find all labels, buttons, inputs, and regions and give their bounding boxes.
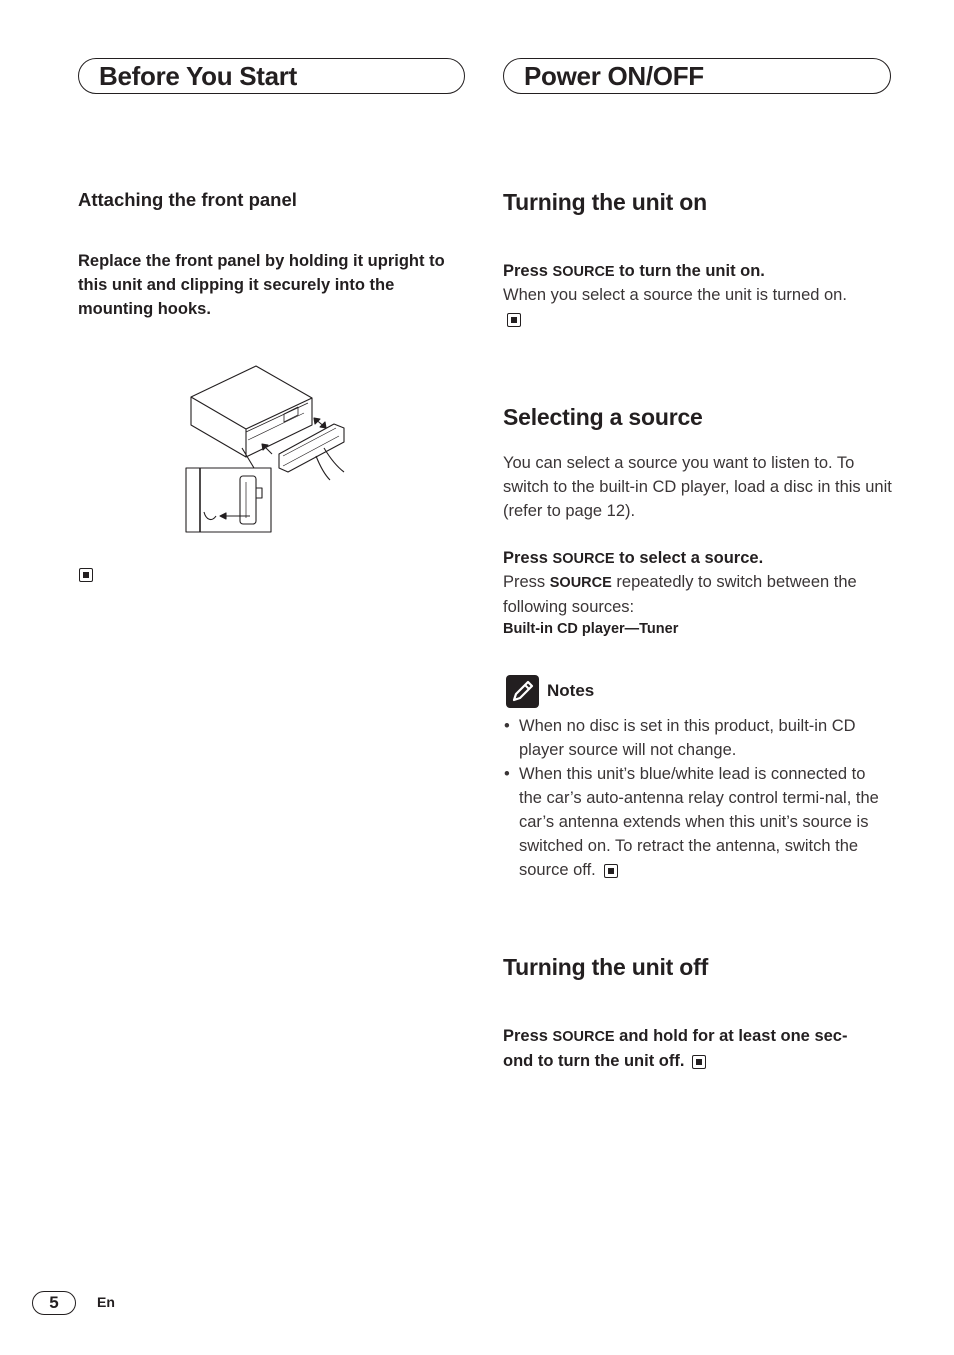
turn-on-step: Press SOURCE to turn the unit on. [503,262,765,280]
pencil-note-icon [506,675,539,708]
end-mark-icon [507,313,521,327]
selecting-intro: You can select a source you want to listen to. To switch to the built-in CD player, load a disc in this unit (refer to page 12). [503,454,892,520]
source-key: SOURCE [552,1029,615,1045]
notes-list [503,714,889,882]
turn-on-desc: When you select a source the unit is turned on. [503,283,889,331]
heading-attaching-front-panel: Attaching the front panel [78,189,297,210]
source-list: Built-in CD player—Tuner [503,621,679,637]
select-desc: Press SOURCE repeatedly to switch between the following sources: [503,573,857,616]
end-mark-icon [692,1055,706,1069]
select-step: Press SOURCE to select a source. [503,549,764,567]
turn-off-step: Press SOURCE and hold for at least one sec-ond to turn the unit off. [503,1027,848,1070]
source-key: SOURCE [552,551,615,567]
source-key: SOURCE [549,575,612,591]
note-item: • When no disc is set in this product, built-in CD player source will not change. [503,714,889,762]
source-key: SOURCE [552,264,615,280]
heading-turning-off: Turning the unit off [503,954,709,980]
notes-title: Notes [547,681,595,700]
section-header-right: Power ON/OFF [503,58,891,94]
note-item: • When this unit’s blue/white lead is connected to the car’s auto-antenna relay control termi-nal, the car’s antenna extends when this unit’s source is switched on. To retract the antenna, switch the source off. [503,762,889,882]
end-mark-icon [79,568,93,582]
language-label: En [97,1294,115,1310]
front-panel-illustration [184,362,360,534]
heading-turning-on: Turning the unit on [503,189,707,215]
section-header-left: Before You Start [78,58,465,94]
heading-selecting-source: Selecting a source [503,404,703,430]
page-number: 5 [32,1291,76,1315]
attach-instruction: Replace the front panel by holding it upright to this unit and clipping it securely into the mounting hooks. [78,252,445,318]
end-mark-icon [604,864,618,878]
